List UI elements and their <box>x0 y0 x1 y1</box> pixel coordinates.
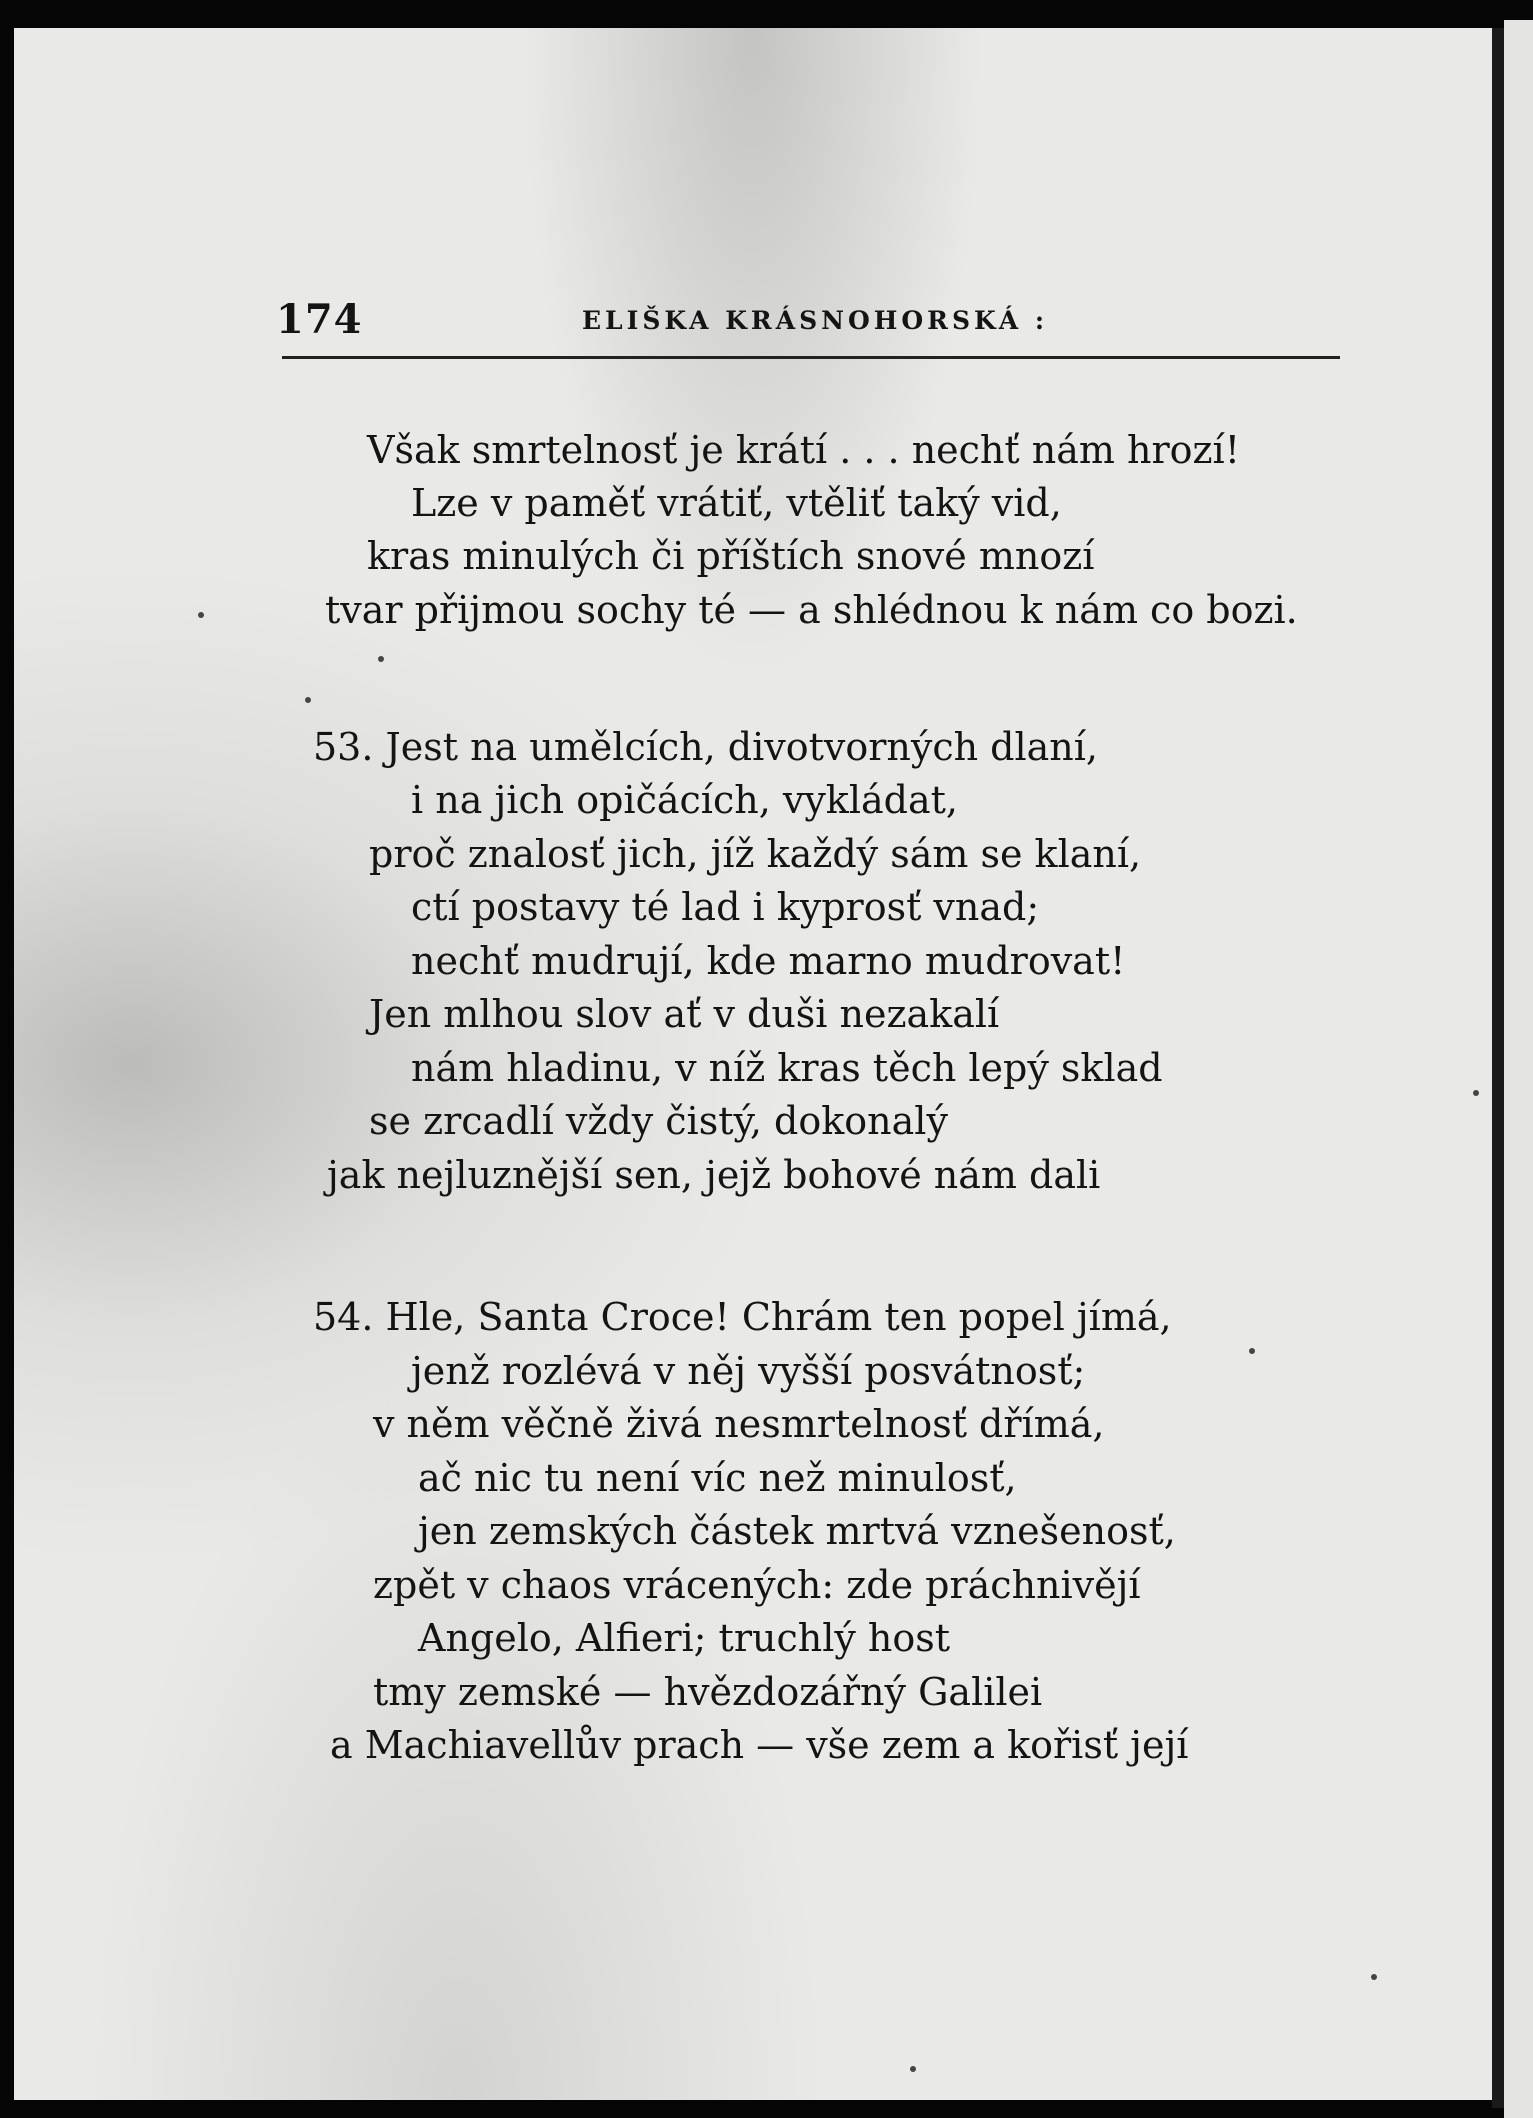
verse-line: proč znalosť jich, jíž každý sám se klaní, <box>369 832 1142 876</box>
next-page-sliver <box>1504 20 1533 2118</box>
print-speck <box>1249 1348 1255 1354</box>
print-speck <box>910 2066 916 2072</box>
verse-line: tmy zemské — hvězdozářný Galilei <box>373 1670 1043 1714</box>
header-rule <box>282 356 1340 359</box>
verse-line: jen zemských částek mrtvá vznešenosť, <box>418 1509 1176 1553</box>
verse-line: nám hladinu, v níž kras těch lepý sklad <box>411 1046 1163 1090</box>
page-edge-shadow <box>1492 28 1504 2108</box>
page-header <box>276 290 1338 350</box>
running-head: ELIŠKA KRÁSNOHORSKÁ : <box>582 306 1049 335</box>
verse-line: Jen mlhou slov ať v duši nezakalí <box>369 992 1000 1036</box>
page-number: 174 <box>276 296 363 343</box>
verse-line: 54. Hle, Santa Croce! Chrám ten popel jímá, <box>313 1295 1172 1339</box>
print-speck <box>378 656 384 662</box>
verse-line: ač nic tu není víc než minulosť, <box>418 1456 1017 1500</box>
verse-line: zpět v chaos vrácených: zde práchnivějí <box>373 1563 1141 1607</box>
verse-line: Však smrtelnosť je krátí . . . nechť nám hrozí! <box>367 428 1240 472</box>
verse-line: 53. Jest na umělcích, divotvorných dlaní, <box>313 725 1099 769</box>
print-speck <box>198 612 204 618</box>
verse-line: Angelo, Alfieri; truchlý host <box>418 1616 951 1660</box>
print-speck <box>1473 1090 1479 1096</box>
verse-line: se zrcadlí vždy čistý, dokonalý <box>369 1099 948 1143</box>
verse-line: tvar přijmou sochy té — a shlédnou k nám co bozi. <box>325 588 1298 632</box>
verse-line: ctí postavy té lad i kyprosť vnad; <box>411 885 1040 929</box>
verse-line: kras minulých či příštích snové mnozí <box>367 534 1095 578</box>
print-speck <box>1371 1974 1377 1980</box>
verse-line: i na jich opičácích, vykládat, <box>411 778 958 822</box>
verse-line: nechť mudrují, kde marno mudrovat! <box>411 939 1126 983</box>
verse-line: jenž rozlévá v něj vyšší posvátnosť; <box>411 1349 1086 1393</box>
print-speck <box>305 697 311 703</box>
verse-line: a Machiavellův prach — vše zem a kořisť její <box>330 1723 1189 1767</box>
verse-line: jak nejluznější sen, jejž bohové nám dali <box>327 1153 1101 1197</box>
verse-line: Lze v paměť vrátiť, vtěliť taký vid, <box>411 481 1062 525</box>
verse-line: v něm věčně živá nesmrtelnosť dřímá, <box>373 1402 1105 1446</box>
